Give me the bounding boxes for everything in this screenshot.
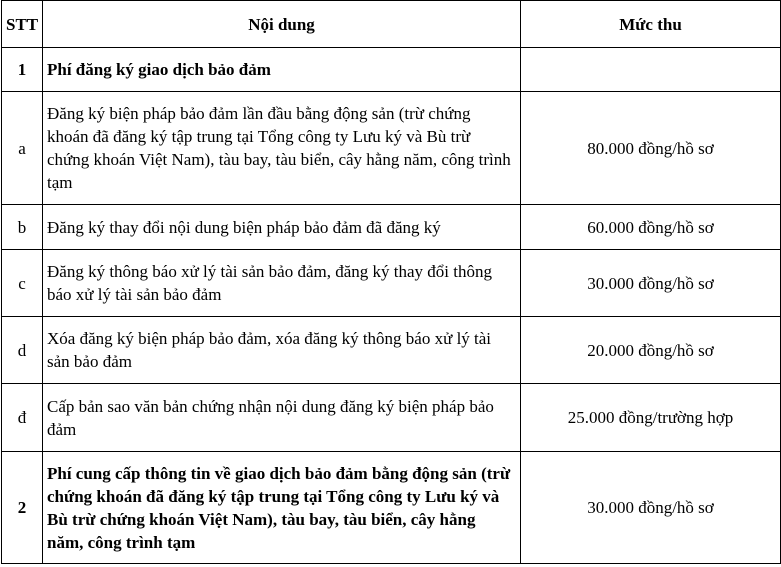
row-content: Phí đăng ký giao dịch bảo đảm [43,48,521,92]
row-fee: 30.000 đồng/hồ sơ [521,250,781,317]
table-row [2,452,781,564]
row-fee [521,48,781,92]
row-content: Đăng ký thông báo xử lý tài sản bảo đảm, đăng ký thay đổi thông báo xử lý tài sản bảo đảm [43,250,521,317]
fee-table [1,0,781,564]
row-content: Xóa đăng ký biện pháp bảo đảm, xóa đăng ký thông báo xử lý tài sản bảo đảm [43,317,521,384]
header-content: Nội dung [43,1,521,48]
row-stt: a [2,92,43,205]
row-stt: b [2,205,43,250]
row-fee: 80.000 đồng/hồ sơ [521,92,781,205]
row-fee: 30.000 đồng/hồ sơ [521,452,781,564]
table-row [2,317,781,384]
table-header [2,1,781,48]
row-stt: đ [2,384,43,452]
row-content: Phí cung cấp thông tin về giao dịch bảo đảm bằng động sản (trừ chứng khoán đã đăng ký tập trung tại Tổng công ty Lưu ký và Bù trừ chứng khoán Việt Nam), tàu bay, tàu biển, cây hằng năm, công trình tạm [43,452,521,564]
header-stt: STT [2,1,43,48]
header-fee: Mức thu [521,1,781,48]
header-row [2,1,781,48]
row-stt: 1 [2,48,43,92]
row-fee: 60.000 đồng/hồ sơ [521,205,781,250]
row-content: Đăng ký biện pháp bảo đảm lần đầu bằng động sản (trừ chứng khoán đã đăng ký tập trung tại Tổng công ty Lưu ký và Bù trừ chứng khoán Việt Nam), tàu bay, tàu biển, cây hằng năm, công trình tạm [43,92,521,205]
row-stt: d [2,317,43,384]
table-body [2,48,781,564]
table-row [2,205,781,250]
row-fee: 25.000 đồng/trường hợp [521,384,781,452]
row-stt: c [2,250,43,317]
table-row [2,384,781,452]
row-content: Cấp bản sao văn bản chứng nhận nội dung đăng ký biện pháp bảo đảm [43,384,521,452]
row-content: Đăng ký thay đổi nội dung biện pháp bảo đảm đã đăng ký [43,205,521,250]
table-row [2,250,781,317]
table-row [2,48,781,92]
table-row [2,92,781,205]
row-fee: 20.000 đồng/hồ sơ [521,317,781,384]
row-stt: 2 [2,452,43,564]
